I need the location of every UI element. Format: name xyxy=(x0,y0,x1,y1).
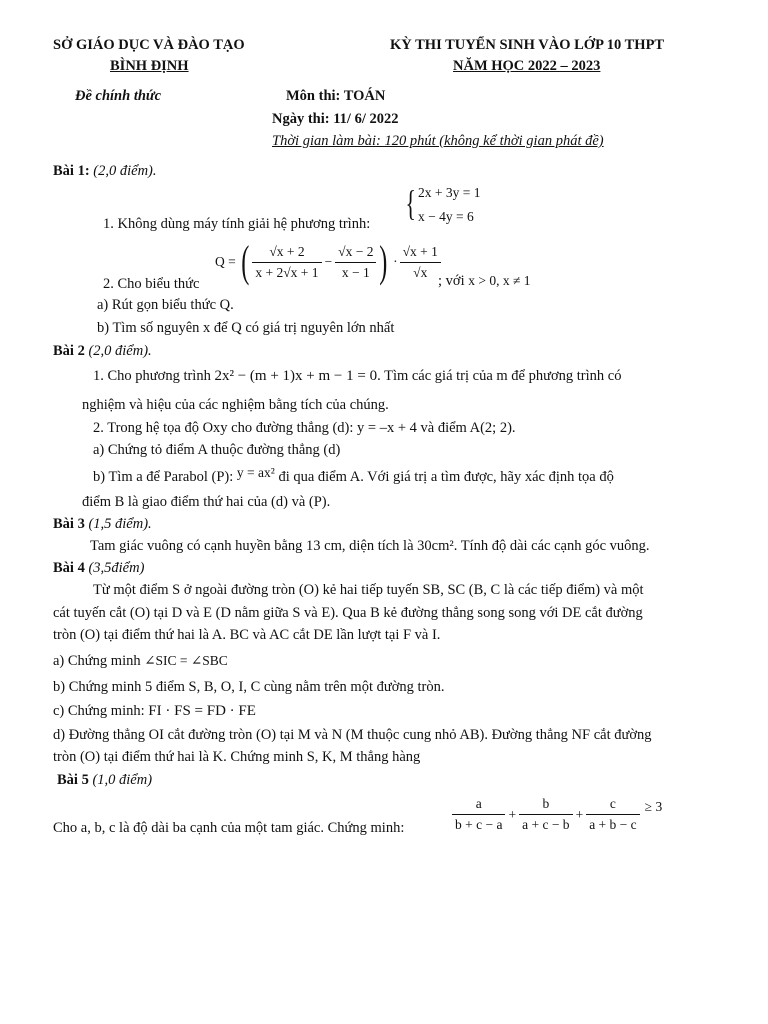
fraction-2-den: x − 1 xyxy=(341,264,370,280)
ineq-fraction-2 xyxy=(519,796,572,833)
bai4-line3: tròn (O) tại điểm thứ hai là A. BC và AC cắt DE lần lượt tại F và I. xyxy=(53,627,441,643)
bai1-points: (2,0 điểm). xyxy=(93,163,157,179)
plus-sign-1: + xyxy=(508,806,517,822)
bai2-a: a) Chứng tỏ điểm A thuộc đường thẳng (d) xyxy=(93,442,341,458)
bai5-points: (1,0 điểm) xyxy=(92,772,153,788)
ineq-fraction-3-den: a + b − c xyxy=(589,817,637,832)
minus-sign: − xyxy=(324,254,333,269)
bai4-d-line1: d) Đường thẳng OI cắt đường tròn (O) tại M và N (M thuộc cung nhỏ AB). Đường thẳng NF cắt đường xyxy=(53,727,652,743)
left-paren: ( xyxy=(241,237,250,286)
bai3-title: Bài 3 xyxy=(53,516,85,532)
bai5-title: Bài 5 xyxy=(57,772,89,788)
fraction-3-num: √x + 1 xyxy=(400,244,441,263)
fraction-3-den: √x xyxy=(413,264,428,280)
fraction-1 xyxy=(252,244,321,281)
ineq-fraction-1-den: b + c − a xyxy=(455,817,503,832)
bai4-heading xyxy=(53,560,144,577)
bai2-q1 xyxy=(93,368,621,385)
bai4-d-line2: tròn (O) tại điểm thứ hai là K. Chứng minh S, K, M thẳng hàng xyxy=(53,749,421,765)
department-name: SỞ GIÁO DỤC VÀ ĐÀO TẠO xyxy=(53,37,245,53)
ineq-fraction-1 xyxy=(452,796,505,833)
fraction-1-den: x + 2√x + 1 xyxy=(255,264,319,280)
bai2-q2: 2. Trong hệ tọa độ Oxy cho đường thẳng (d): y = –x + 4 và điểm A(2; 2). xyxy=(93,420,516,436)
bai5-inequality xyxy=(452,796,662,833)
bai2-b-post: đi qua điểm A. Với giá trị a tìm được, hãy xác định tọa độ xyxy=(278,469,614,485)
bai1-expression xyxy=(215,237,441,286)
bai1-b: b) Tìm số nguyên x để Q có giá trị nguyên lớn nhất xyxy=(97,320,395,336)
exam-title: KỲ THI TUYỂN SINH VÀO LỚP 10 THPT xyxy=(390,37,665,53)
subject-line: Môn thi: TOÁN xyxy=(286,88,386,104)
bai2-b xyxy=(93,465,614,486)
bai4-c-pre: c) Chứng minh: xyxy=(53,703,145,719)
fraction-3 xyxy=(400,244,441,281)
condition-prefix: ; với xyxy=(438,273,465,289)
bai2-heading xyxy=(53,343,152,360)
bai1-condition xyxy=(438,273,531,290)
bai4-a-pre: a) Chứng minh xyxy=(53,653,141,669)
bai2-b-pre: b) Tìm a để Parabol (P): xyxy=(93,469,234,485)
exam-duration: Thời gian làm bài: 120 phút (không kể thời gian phát đề) xyxy=(272,133,604,149)
parabol-equation: y = ax² xyxy=(236,465,275,480)
bai4-b: b) Chứng minh 5 điểm S, B, O, I, C cùng nằm trên một đường tròn. xyxy=(53,679,445,695)
bai1-q1: 1. Không dùng máy tính giải hệ phương trình: xyxy=(103,216,371,232)
product-equation: FI · FS = FD · FE xyxy=(148,703,256,719)
bai1-title: Bài 1: xyxy=(53,163,90,179)
fraction-2 xyxy=(335,244,376,281)
school-year: NĂM HỌC 2022 – 2023 xyxy=(453,58,601,74)
bai1-q2: 2. Cho biểu thức xyxy=(103,276,200,292)
bai2-q1-pre: 1. Cho phương trình xyxy=(93,368,211,384)
bai4-line2: cát tuyến cắt (O) tại D và E (D nằm giữa S và E). Qua B kẻ đường thẳng song song với DE cắt đường xyxy=(53,605,643,621)
official-label: Đề chính thức xyxy=(75,88,162,104)
system-eq1: 2x + 3y = 1 xyxy=(418,185,481,200)
ineq-fraction-3-num: c xyxy=(586,796,639,815)
bai4-title: Bài 4 xyxy=(53,560,85,576)
exam-date: Ngày thi: 11/ 6/ 2022 xyxy=(272,111,399,127)
bai3-text: Tam giác vuông có cạnh huyền bằng 13 cm, diện tích là 30cm². Tính độ dài các cạnh góc vuông. xyxy=(90,538,650,554)
plus-sign-2: + xyxy=(575,806,584,822)
ineq-fraction-2-num: b xyxy=(519,796,572,815)
bai4-c xyxy=(53,703,256,720)
bai3-points: (1,5 điểm). xyxy=(88,516,152,532)
bai2-title: Bài 2 xyxy=(53,343,85,359)
province-name: BÌNH ĐỊNH xyxy=(110,58,189,74)
angle-equation: ∠SIC = ∠SBC xyxy=(144,653,228,668)
brace-symbol: { xyxy=(405,183,416,223)
bai5-heading xyxy=(57,772,152,789)
dot-operator: · xyxy=(393,254,398,269)
system-eq2: x − 4y = 6 xyxy=(418,209,474,224)
bai2-q1-line2: nghiệm và hiệu của các nghiệm bằng tích của chúng. xyxy=(82,397,389,413)
bai4-a xyxy=(53,653,228,670)
bai2-q1-post: . Tìm các giá trị của m để phương trình có xyxy=(377,368,622,384)
bai3-heading xyxy=(53,516,152,533)
ineq-fraction-1-num: a xyxy=(452,796,505,815)
fraction-1-num: √x + 2 xyxy=(252,244,321,263)
ineq-fraction-2-den: a + c − b xyxy=(522,817,570,832)
geq-three: ≥ 3 xyxy=(644,798,663,814)
fraction-2-num: √x − 2 xyxy=(335,244,376,263)
bai5-text: Cho a, b, c là độ dài ba cạnh của một tam giác. Chứng minh: xyxy=(53,820,405,836)
condition-value: x > 0, x ≠ 1 xyxy=(468,273,531,288)
bai2-b-line2: điểm B là giao điểm thứ hai của (d) và (P). xyxy=(82,494,331,510)
bai4-line1: Từ một điểm S ở ngoài đường tròn (O) kẻ hai tiếp tuyến SB, SC (B, C là các tiếp điểm) và một xyxy=(93,582,644,598)
right-paren: ) xyxy=(379,237,388,286)
expr-q-label: Q = xyxy=(215,254,236,269)
bai1-heading xyxy=(53,163,157,180)
bai2-points: (2,0 điểm). xyxy=(88,343,152,359)
bai2-q1-equation: 2x² − (m + 1)x + m − 1 = 0 xyxy=(214,368,378,384)
bai4-points: (3,5điểm) xyxy=(88,560,145,576)
ineq-fraction-3 xyxy=(586,796,639,833)
bai1-a: a) Rút gọn biểu thức Q. xyxy=(97,297,234,313)
